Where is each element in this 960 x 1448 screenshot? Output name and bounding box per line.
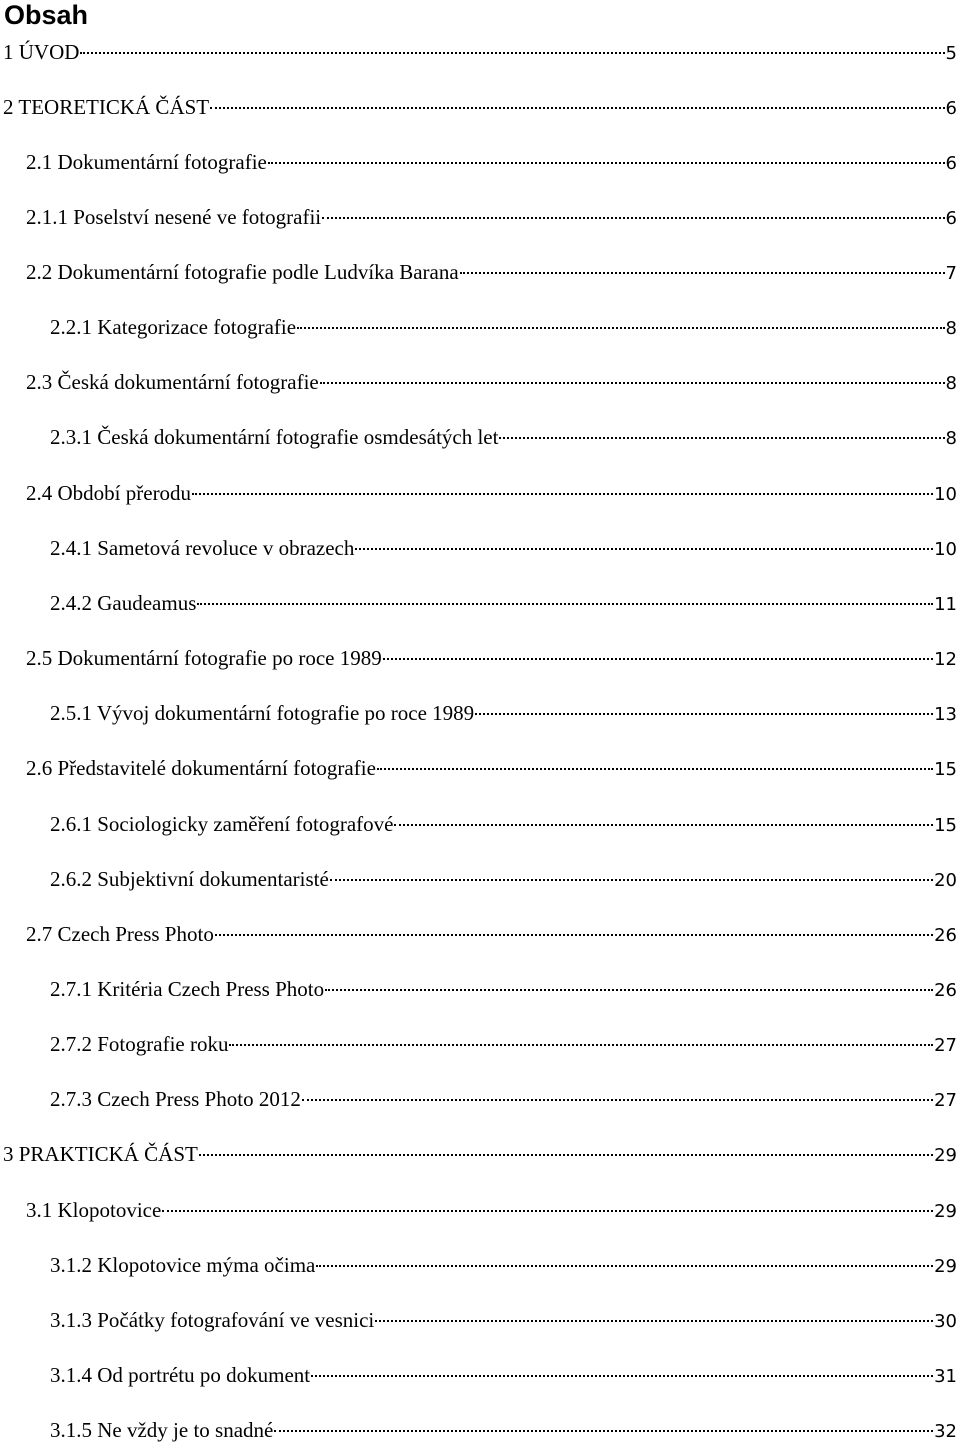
dotted-leader [162, 1210, 933, 1212]
toc-entry-uvod[interactable] [3, 37, 957, 67]
toc-entry-3-1-4[interactable] [50, 1360, 957, 1390]
toc-entry-text: 2.4.2 Gaudeamus [50, 591, 197, 615]
toc-entry-3-1-5[interactable] [50, 1415, 957, 1445]
toc-entry-2-2[interactable] [26, 257, 957, 287]
toc-entry-text: 2.1 Dokumentární fotografie [26, 150, 267, 174]
toc-entry-2-7-1[interactable] [50, 974, 957, 1004]
toc-entry-3-1-2[interactable] [50, 1250, 957, 1280]
toc-page-number: 26 [934, 980, 957, 1001]
toc-entry-3-1-3[interactable] [50, 1305, 957, 1335]
toc-entry-2-5-1[interactable] [50, 698, 957, 728]
toc-entry-text: 3.1.4 Od portrétu po dokument [50, 1363, 311, 1387]
dotted-leader [375, 1320, 933, 1322]
dotted-leader [302, 1099, 933, 1101]
dotted-leader [274, 1430, 933, 1432]
toc-entry-2-6-2[interactable] [50, 864, 957, 894]
toc-page-number: 32 [934, 1421, 957, 1442]
dotted-leader [330, 879, 933, 881]
dotted-leader [297, 327, 945, 329]
dotted-leader [192, 493, 933, 495]
toc-page-number: 20 [934, 870, 957, 891]
dotted-leader [355, 548, 933, 550]
dotted-leader [322, 217, 944, 219]
toc-page-number: 8 [945, 318, 957, 339]
toc-page-number: 27 [934, 1090, 957, 1111]
toc-page-number: 5 [945, 43, 957, 64]
toc-page-number: 26 [934, 925, 957, 946]
toc-entry-text: 2.6.1 Sociologicky zaměření fotografové [50, 812, 394, 836]
toc-page-number: 15 [934, 815, 957, 836]
toc-entry-2-1-1[interactable] [26, 202, 957, 232]
toc-entry-text: 2.4 Období přerodu [26, 481, 192, 505]
toc-entry-2-7-3[interactable] [50, 1084, 957, 1114]
toc-entry-text: 2.7.3 Czech Press Photo 2012 [50, 1087, 301, 1111]
toc-entry-text: 2.2.1 Kategorizace fotografie [50, 315, 297, 339]
toc-entry-prakticka-cast[interactable] [3, 1139, 957, 1169]
toc-page-number: 10 [934, 484, 957, 505]
dotted-leader [210, 107, 944, 109]
toc-entry-text: 3.1.5 Ne vždy je to snadné [50, 1418, 274, 1442]
toc-entry-2-4[interactable] [26, 478, 957, 508]
dotted-leader [215, 934, 933, 936]
toc-page-number: 6 [945, 208, 957, 229]
toc-entry-text: 3 PRAKTICKÁ ČÁST [3, 1142, 198, 1166]
toc-page-number: 8 [945, 373, 957, 394]
dotted-leader [80, 52, 944, 54]
toc-page-number: 10 [934, 539, 957, 560]
dotted-leader [383, 658, 933, 660]
toc-entry-2-3-1[interactable] [50, 422, 957, 452]
toc-entry-text: 2.5.1 Vývoj dokumentární fotografie po roce 1989 [50, 701, 475, 725]
dotted-leader [268, 162, 945, 164]
toc-entry-teoreticka-cast[interactable] [3, 92, 957, 122]
toc-entry-2-4-2[interactable] [50, 588, 957, 618]
toc-entry-2-5[interactable] [26, 643, 957, 673]
toc-entry-text: 3.1.3 Počátky fotografování ve vesnici [50, 1308, 375, 1332]
dotted-leader [197, 603, 933, 605]
toc-page-number: 15 [934, 759, 957, 780]
dotted-leader [325, 989, 933, 991]
toc-page-number: 29 [934, 1201, 957, 1222]
toc-page-number: 8 [945, 428, 957, 449]
toc-entry-2-7-2[interactable] [50, 1029, 957, 1059]
dotted-leader [229, 1044, 933, 1046]
toc-entry-text: 2.2 Dokumentární fotografie podle Ludvíka Barana [26, 260, 459, 284]
toc-entry-text: 1 ÚVOD [3, 40, 80, 64]
toc-entry-3-1[interactable] [26, 1195, 957, 1225]
toc-entry-text: 2.7.2 Fotografie roku [50, 1032, 229, 1056]
toc-page-number: 7 [945, 263, 957, 284]
toc-entry-2-2-1[interactable] [50, 312, 957, 342]
dotted-leader [499, 437, 944, 439]
toc-entry-2-4-1[interactable] [50, 533, 957, 563]
toc-entry-2-6-1[interactable] [50, 809, 957, 839]
toc-page-number: 6 [945, 153, 957, 174]
dotted-leader [460, 272, 945, 274]
toc-page-number: 27 [934, 1035, 957, 1056]
dotted-leader [316, 1265, 933, 1267]
toc-page-number: 13 [934, 704, 957, 725]
dotted-leader [320, 382, 945, 384]
toc-entry-text: 2.3.1 Česká dokumentární fotografie osmdesátých let [50, 425, 499, 449]
toc-entry-2-3[interactable] [26, 367, 957, 397]
toc-entry-2-7[interactable] [26, 919, 957, 949]
toc-page-number: 11 [934, 594, 957, 615]
toc-entry-text: 2.3 Česká dokumentární fotografie [26, 370, 319, 394]
toc-page-number: 12 [934, 649, 957, 670]
toc-entry-text: 2.6.2 Subjektivní dokumentaristé [50, 867, 329, 891]
page-title: Obsah [4, 0, 89, 30]
toc-entry-text: 2.7 Czech Press Photo [26, 922, 214, 946]
toc-page-number: 30 [934, 1311, 957, 1332]
dotted-leader [475, 713, 933, 715]
toc-page-number: 6 [945, 98, 957, 119]
toc-entry-2-1[interactable] [26, 147, 957, 177]
toc-entry-text: 2.4.1 Sametová revoluce v obrazech [50, 536, 355, 560]
toc-entry-text: 2.1.1 Poselství nesené ve fotografii [26, 205, 322, 229]
toc-entry-text: 2.5 Dokumentární fotografie po roce 1989 [26, 646, 382, 670]
toc-page-number: 31 [934, 1366, 957, 1387]
toc-entry-text: 2.7.1 Kritéria Czech Press Photo [50, 977, 325, 1001]
dotted-leader [311, 1375, 933, 1377]
toc-page-number: 29 [934, 1256, 957, 1277]
toc-entry-text: 2.6 Představitelé dokumentární fotografie [26, 756, 376, 780]
dotted-leader [377, 768, 933, 770]
toc-entry-text: 3.1 Klopotovice [26, 1198, 162, 1222]
toc-page-number: 29 [934, 1145, 957, 1166]
dotted-leader [394, 824, 933, 826]
toc-entry-text: 3.1.2 Klopotovice mýma očima [50, 1253, 316, 1277]
toc-entry-text: 2 TEORETICKÁ ČÁST [3, 95, 210, 119]
dotted-leader [199, 1154, 933, 1156]
toc-entry-2-6[interactable] [26, 753, 957, 783]
